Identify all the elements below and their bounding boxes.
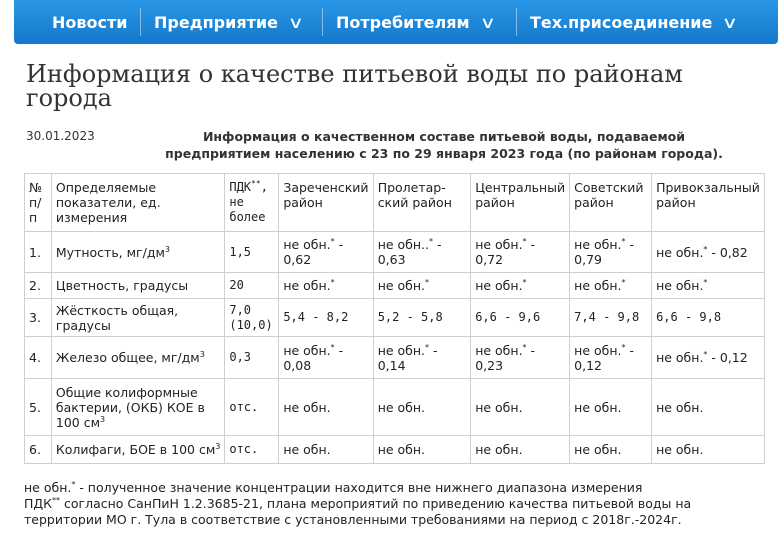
table-caption-line: предприятием населению с 23 по 29 января 2023 года (по районам города). bbox=[165, 146, 723, 161]
main-navigation bbox=[14, 0, 778, 44]
water-quality-table bbox=[24, 173, 765, 464]
district-value-cell: 5,2 - 5,8 bbox=[373, 299, 471, 337]
pdk-cell: отс. bbox=[225, 379, 279, 436]
row-number: 5. bbox=[25, 379, 52, 436]
pdk-cell: 7,0 (10,0) bbox=[225, 299, 279, 337]
pdk-cell: 1,5 bbox=[225, 232, 279, 273]
district-value-cell: 5,4 - 8,2 bbox=[279, 299, 373, 337]
district-value-cell: не обн. bbox=[279, 379, 373, 436]
district-value-cell: не обн.* - 0,72 bbox=[471, 232, 570, 273]
district-value-cell: не обн.* bbox=[471, 273, 570, 299]
district-value-cell: 7,4 - 9,8 bbox=[570, 299, 652, 337]
chevron-down-icon: ∨ bbox=[722, 12, 739, 32]
district-value-cell: 6,6 - 9,6 bbox=[471, 299, 570, 337]
district-value-cell: не обн. bbox=[570, 379, 652, 436]
row-number: 4. bbox=[25, 337, 52, 379]
district-value-cell: не обн.* - 0,14 bbox=[373, 337, 471, 379]
nav-item-label: Новости bbox=[52, 12, 128, 32]
district-value-cell: не обн.* - 0,23 bbox=[471, 337, 570, 379]
row-number: 3. bbox=[25, 299, 52, 337]
parameter-cell: Жёсткость общая, градусы bbox=[51, 299, 224, 337]
district-value-cell: не обн.* - 0,12 bbox=[570, 337, 652, 379]
nav-item-label: Тех.присоединение bbox=[530, 12, 713, 32]
parameter-cell: Общие колиформные бактерии, (ОКБ) КОЕ в 100 $см^3$ bbox=[51, 379, 224, 436]
district-value-cell: не обн.* - 0,08 bbox=[279, 337, 373, 379]
row-number: 1. bbox=[25, 232, 52, 273]
district-value-cell: не обн.* bbox=[279, 273, 373, 299]
table-row bbox=[25, 273, 765, 299]
district-value-cell: не обн. bbox=[652, 379, 765, 436]
pdk-cell: отс. bbox=[225, 436, 279, 464]
parameter-cell: Цветность, градусы bbox=[51, 273, 224, 299]
table-row bbox=[25, 337, 765, 379]
district-value-cell: не обн. bbox=[570, 436, 652, 464]
header-cell: Центральный район bbox=[471, 174, 570, 232]
header-cell: Привокзальный район bbox=[652, 174, 765, 232]
district-value-cell: не обн. bbox=[279, 436, 373, 464]
table-row bbox=[25, 299, 765, 337]
district-value-cell: не обн.* - 0,79 bbox=[570, 232, 652, 273]
publish-date: 30.01.2023 bbox=[26, 129, 95, 143]
nav-item-enterprise[interactable] bbox=[140, 0, 322, 44]
nav-item-label: Предприятие bbox=[154, 12, 278, 32]
table-row bbox=[25, 379, 765, 436]
nav-item-tech-connection[interactable] bbox=[516, 0, 778, 44]
row-number: 2. bbox=[25, 273, 52, 299]
parameter-cell: Колифаги, БОЕ в 100 $см^3$ bbox=[51, 436, 224, 464]
district-value-cell: не обн.* bbox=[652, 273, 765, 299]
nav-item-consumers[interactable] bbox=[322, 0, 516, 44]
header-cell: ПДК**, не более bbox=[225, 174, 279, 232]
district-value-cell: 6,6 - 9,8 bbox=[652, 299, 765, 337]
header-cell: Определяемые показатели, ед. измерения bbox=[51, 174, 224, 232]
nav-item-news[interactable] bbox=[14, 0, 140, 44]
nav-item-label: Потребителям bbox=[336, 12, 470, 32]
header-cell: Пролетарский район bbox=[373, 174, 471, 232]
footnote-pdk: ПДК** согласно СанПиН 1.2.3685-21, плана мероприятий по приведению качества питьевой воды на территории МО г. Тула в соответствие с установленными требованиями на период с 2018г.-2024г. bbox=[24, 495, 692, 527]
district-value-cell: не обн. bbox=[373, 379, 471, 436]
parameter-cell: Мутность, $мг/дм^3$ bbox=[51, 232, 224, 273]
chevron-down-icon: ∨ bbox=[479, 12, 496, 32]
district-value-cell: не обн. bbox=[471, 436, 570, 464]
chevron-down-icon: ∨ bbox=[287, 12, 305, 32]
header-cell: № п/п bbox=[25, 174, 52, 232]
table-header-row bbox=[25, 174, 765, 232]
district-value-cell: не обн.* bbox=[570, 273, 652, 299]
pdk-cell: 20 bbox=[225, 273, 279, 299]
parameter-cell: Железо общее, $мг/дм^3$ bbox=[51, 337, 224, 379]
district-value-cell: не обн. bbox=[471, 379, 570, 436]
header-cell: Советский район bbox=[570, 174, 652, 232]
district-value-cell: не обн.* bbox=[373, 273, 471, 299]
district-value-cell: не обн.* - 0,62 bbox=[279, 232, 373, 273]
table-caption-line: Информация о качественном составе питьевой воды, подаваемой bbox=[202, 129, 686, 144]
district-value-cell: не обн..* - 0,63 bbox=[373, 232, 471, 273]
footnote-not-detected: не обн.* - полученное значение концентрации находится вне нижнего диапазона измерения bbox=[24, 479, 643, 495]
header-cell: Зареченский район bbox=[279, 174, 373, 232]
pdk-cell: 0,3 bbox=[225, 337, 279, 379]
table-row bbox=[25, 232, 765, 273]
district-value-cell: не обн.* - 0,12 bbox=[652, 337, 765, 379]
district-value-cell: не обн. bbox=[652, 436, 765, 464]
table-caption bbox=[150, 128, 738, 162]
district-value-cell: не обн.* - 0,82 bbox=[652, 232, 765, 273]
district-value-cell: не обн. bbox=[373, 436, 471, 464]
table-row bbox=[25, 436, 765, 464]
row-number: 6. bbox=[25, 436, 52, 464]
page-title: Информация о качестве питьевой воды по районам города bbox=[26, 60, 683, 112]
footnotes bbox=[24, 480, 764, 528]
